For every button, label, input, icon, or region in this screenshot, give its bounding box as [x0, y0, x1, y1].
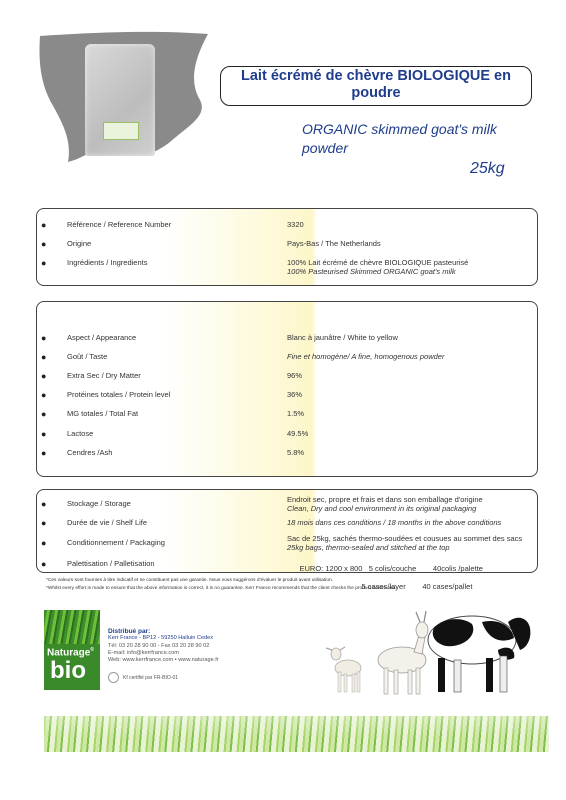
spec-label: MG totales / Total Fat: [67, 409, 139, 418]
spec-label: Protéines totales / Protein level: [67, 390, 171, 399]
bullet-icon: ●: [41, 448, 47, 458]
bullet-icon: ●: [41, 429, 47, 439]
spec-label: Palettisation / Palletisation: [67, 559, 155, 568]
bullet-icon: ●: [41, 371, 47, 381]
grass-footer-fade: [44, 716, 549, 752]
spec-value: [287, 534, 522, 552]
bullet-icon: ●: [41, 258, 47, 268]
bullet-icon: ●: [41, 559, 47, 569]
goat-figure: [378, 611, 428, 694]
product-weight: 25kg: [470, 160, 505, 177]
spec-value: 49.5%: [287, 429, 309, 438]
spec-label: Goût / Taste: [67, 352, 108, 361]
spec-value-en: 25kg bags, thermo-sealed and stitched at the top: [287, 543, 450, 552]
bullet-icon: ●: [41, 333, 47, 343]
product-bag-image: [85, 44, 155, 156]
spec-value: 1.5%: [287, 409, 305, 418]
section-identification: [36, 208, 538, 286]
certification-line: [108, 672, 178, 683]
distributor-address: Kerr France - BP12 - 59250 Halluin Cedex: [108, 635, 214, 642]
distributor-block: [108, 628, 219, 664]
distributor-email: E-mail: info@kerrfrance.com: [108, 649, 179, 656]
kid-goat-figure: [326, 647, 361, 692]
distributor-heading: Distribué par:: [108, 628, 151, 635]
spec-label: Stockage / Storage: [67, 499, 131, 508]
spec-value: Pays-Bas / The Netherlands: [287, 239, 381, 248]
bullet-icon: ●: [41, 538, 47, 548]
eu-organic-leaf-icon: [108, 672, 119, 683]
spec-value: 18 mois dans ces conditions / 18 months in the above conditions: [287, 518, 502, 527]
logo-text-panel: [44, 644, 100, 690]
spec-label: Conditionnement / Packaging: [67, 538, 165, 547]
product-title-en: ORGANIC skimmed goat's milk powder: [302, 121, 497, 156]
disclaimer-en: *Whilst every effort is made to ensure that the above information is correct, it is no guarantee. Kerr France recommends that the client checks the product before use.: [46, 586, 397, 591]
bullet-icon: ●: [41, 409, 47, 419]
disclaimer-fr: *Ces valeurs sont fournies à titre indicatif et ne constituent pas une garantie. Nous vous suggérons d'évaluer le produit avant utilisation.: [46, 578, 334, 583]
bullet-icon: ●: [41, 239, 47, 249]
cow-figure: [428, 616, 530, 692]
spec-label: Aspect / Appearance: [67, 333, 137, 342]
spec-label: Extra Sec / Dry Matter: [67, 371, 141, 380]
spec-value-en: Clean, Dry and cool environment in its original packaging: [287, 504, 477, 513]
bullet-icon: ●: [41, 518, 47, 528]
spec-value-en: 100% Pasteurised Skimmed ORGANIC goat's milk: [287, 267, 456, 276]
bullet-icon: ●: [41, 390, 47, 400]
logo-text-naturage: Naturage®: [47, 647, 95, 659]
spec-value: Blanc à jaunâtre / White to yellow: [287, 333, 398, 342]
spec-label: Lactose: [67, 429, 94, 438]
spec-value-line2: 5 cases/layer 40 cases/pallet: [361, 582, 473, 591]
bag-label-sticker: [103, 122, 139, 140]
certification-text: Kf certifié par FR-BIO-01: [123, 674, 179, 681]
spec-value-line1: EURO: 1200 x 800 5 colis/couche 40colis /palette: [299, 564, 483, 573]
section-characteristics: [36, 301, 538, 477]
spec-value: 36%: [287, 390, 303, 399]
bullet-icon: ●: [41, 220, 47, 230]
spec-label: Cendres /Ash: [67, 448, 113, 457]
product-title-fr: Lait écrémé de chèvre BIOLOGIQUE en poudre: [241, 68, 511, 101]
spec-label: Référence / Reference Number: [67, 220, 172, 229]
spec-label: Ingrédients / Ingredients: [67, 258, 148, 267]
spec-value: [287, 258, 468, 276]
spec-value: 96%: [287, 371, 303, 380]
bullet-icon: ●: [41, 352, 47, 362]
spec-value-fr: 100% Lait écrémé de chèvre BIOLOGIQUE pasteurisé: [287, 258, 469, 267]
spec-value: 3320: [287, 220, 304, 229]
bullet-icon: ●: [41, 499, 47, 509]
animals-illustration: [322, 592, 532, 702]
spec-value: 5.8%: [287, 448, 305, 457]
distributor-web: Web: www.kerrfrance.com • www.naturage.fr: [108, 657, 219, 664]
spec-label: Origine: [67, 239, 92, 248]
logo-grass-image: [44, 610, 100, 644]
spec-label: Durée de vie / Shelf Life: [67, 518, 148, 527]
spec-value: Fine et homogène/ A fine, homogenous powder: [287, 352, 445, 361]
distributor-phone: Tél: 03 20 28 90 00 - Fax 03 20 28 90 02: [108, 642, 210, 649]
spec-value-fr: Sac de 25kg, sachés thermo-soudées et cousues au sommet des sacs: [287, 534, 523, 543]
spec-value: [287, 495, 483, 513]
naturage-bio-logo: [44, 610, 100, 690]
logo-text-bio: bio: [50, 657, 86, 684]
spec-value-fr: Endroit sec, propre et frais et dans son emballage d'origine: [287, 495, 483, 504]
